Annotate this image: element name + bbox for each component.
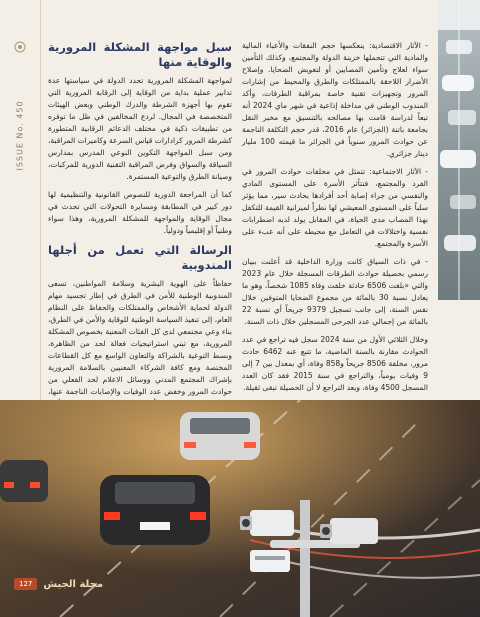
paragraph: - في ذات السياق كانت وزارة الداخلية قد أعلنت ببيان رسمي بحصيلة حوادث الطرقات المسجلة خلال عام 2023 والتي «بلغت 6506 حادثة خلفت وفاة 1085 شخصاً، وهو ما يعادل نسبة 30 بالمائة من مجموع الضحايا المتوفين خلال نفس السنة، إلى جانب تسجيل 9379 جريحاً أي نسبة 22 بالمائة من إجمالي عدد الجرحى المسجلين خلال ذات السنة.: [242, 257, 429, 326]
left-text-column: [48, 40, 232, 428]
ornament-icon: [10, 40, 30, 54]
paragraph: كما أن المراجعة الدورية للنصوص القانونية والتنظيمية لها دور كبير في المطابقة ومسايرة التحولات التي تحدث في مجال الوقاية والمواجهة للمشكلة المرورية، وهذا سواء وطنياً أو إقليمياً ودولياً.: [48, 190, 232, 235]
section-heading: الرسالة التي تعمل من أجلها المندوبية: [48, 243, 232, 272]
issue-label: ISSUE No. 450: [15, 99, 25, 171]
section-heading: سبل مواجهة المشكلة المرورية والوقاية منها: [48, 40, 232, 69]
road-photo-strip: [438, 0, 480, 300]
paragraph: وخلال الثلاثي الأول من سنة 2024 سجل فيه تراجع في عدد الحوادث مقارنة بالسنة الماضية، ما تتبع عنه 6462 حادث مرور، مخلفة 8506 جريحاً و858 وفاة، أي بمعدل بين 7 إلى 9 وفيات يومياً، والتراجع في سنة 2015 فقد كان العدد المسجل 4500 وفاة، ويعد التراجع لا أن الحصيلة تبقى ثقيلة.: [242, 335, 428, 392]
paragraph: - الآثار الاجتماعية: تتمثل في مخلفات حوادث المرور في الفرد والمجتمع، فتتأثر الأسرة على المستوى المادي والنفسي من جراء إصابة أحد أفرادها بحادث سير، مما يؤثر سلباً على المستوى المعيشي لها نظراً لميزانية القيمة للتكفل بهذا المصاب مدى الحياة، في المقابل يولد لديه اضطرابات نفسية واختلالات في التعامل مع محيطه على أنه عبء على الأسرة والمجتمع.: [242, 167, 428, 248]
right-text-column: [242, 40, 428, 400]
paragraph: - الآثار الاقتصادية: ينعكسها حجم النفقات والأعباء المالية والمادية التي تتحملها خزينة الدولة والمجتمع، وكذلك التأمين سواء لعلاج وتأمين المصابين أو لتعويض الضحايا. وإصلاح الأضرار اللاحقة بالممتلكات والطرق والمحيط من إشارات المرور وتجهيزات تقنية خاصة بمراقبة الطرقات، وأكد المندوب الوطني في مداخلة إذاعية في شهر ماي 2024 أنه تبعاً لدراسة قامت بها مصالحه بالتنسيق مع مخبر النقل بجامعة باتنة (الجزائر) عام 2016، قدر حجم التكلفة الناجمة عن حوادث المرور سنوياً في الجزائر ما قيمته 100 مليار دينار جزائري.: [242, 41, 428, 158]
page-footer: [14, 578, 103, 590]
page-number: 127: [14, 578, 37, 590]
road-traffic-image: [438, 0, 480, 300]
paragraph: حفاظاً على الهوية البشرية وسلامة المواطنين، تسعى المندوبية الوطنية للأمن في الطرق في إطار تجسيد مهام الدولة لحماية الأشخاص والممتلكات والحفاظ على النظام العام، إلى تنفيذ السياسة الوطنية للوقاية والأمن في الطرق، بناء وعي مجتمعي لدى كل الفئات المعنية بخصوص المشكلة المرورية، مع تبني استراتيجيات فعالة لحد من الظاهرة، وبسط التوعية بالشراكة والتعاون الواسع مع كل القطاعات المختصة ومع كافة الشركاء المعنيين بالسلامة المرورية بإشراك المجتمع المدني ووسائل الاعلام لحد الفعلي من حوادث المرور وخفض عدد الوفيات والإصابات الناجمة عنها،: [48, 279, 232, 396]
paragraph: لمواجهة المشكلة المرورية تحدد الدولة في سياستها عدة تدابير عملية بداية من الوقاية إلى الرقابة المرورية التي تقوم بها أجهزة الشرطة والدرك الوطني وبعض الهيئات المتخصصة في المجال. لردع المخالفين في ظل ما توفره من تطبيقات ذكية في مختلف الدعائم الرقابية المتطورة كشرطة المرور كرادارات قياس السرعة وكاميرات المراقبة، ومن سبل المواجهة التكوين النوعي المدرس بمدارس السياقة والسواق وفرض المراقبة التقنية الدورية للمركبات، وصيانة الطرق والتوعية المستمرة.: [47, 76, 232, 181]
magazine-name: مجلة الجيش: [43, 578, 104, 590]
